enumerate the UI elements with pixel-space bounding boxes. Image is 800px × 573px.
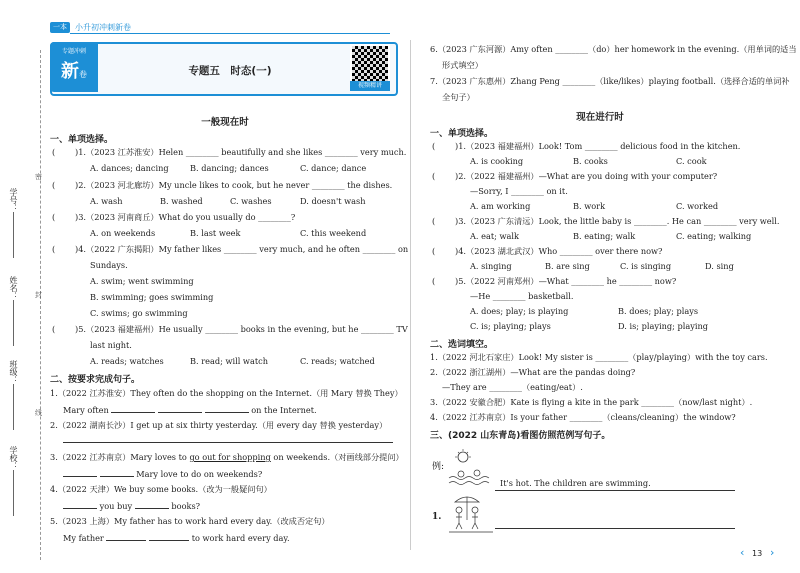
right-r6: 6.（2023 广东河源）Amy often ________（do）her homework in the evening.（用单词的适当 — [430, 44, 797, 54]
right-f3: 3.（2022 安徽合肥）Kate is flying a kite in the park ________（now/last night）. — [430, 397, 753, 407]
left-s1-ans-b: on the Internet. — [251, 405, 317, 415]
right-q3-opt-a[interactable]: A. eat; walk — [470, 231, 519, 241]
sun-icon — [458, 452, 468, 462]
cut-mark-feng: 封 — [35, 291, 42, 299]
right-f1: 1.（2022 河北石家庄）Look! My sister is ________（play/playing）with the toy cars. — [430, 352, 768, 362]
header-rule — [70, 33, 390, 34]
left-s4-ans-b: books? — [171, 501, 201, 511]
left-q2-opt-d[interactable]: D. doesn't wash — [300, 196, 366, 206]
swimmer-head-icon — [474, 470, 480, 476]
paren-open: ( — [52, 244, 56, 254]
page-title: 专题五 时态(一) — [188, 65, 272, 77]
answer-blank[interactable] — [135, 500, 169, 509]
right-q2-opt-c[interactable]: C. worked — [676, 201, 719, 211]
example-illustration — [447, 448, 495, 488]
left-s1-ans-a: Mary often — [63, 405, 109, 415]
side-label-class: 班级： — [9, 360, 18, 384]
paren-open: ( — [432, 171, 436, 181]
badge-big: 新 — [61, 61, 79, 82]
right-q2-opt-b[interactable]: B. work — [573, 201, 606, 211]
answer-blank[interactable] — [158, 404, 202, 413]
left-section-1: 一、单项选择。 — [50, 135, 114, 145]
right-f2-cont: —They are ________（eating/eat）. — [442, 382, 583, 392]
left-q4: )4.（2022 广东揭阳）My father likes ________ very much, and he often ________ on — [75, 244, 409, 254]
right-r7: 7.（2023 广东惠州）Zhang Peng ________（like/likes）playing football.（选择合适的单词补 — [430, 76, 790, 86]
badge-small: 卷 — [79, 70, 87, 79]
right-q1: )1.（2023 福建福州）Look! Tom ________ delicious food in the kitchen. — [455, 141, 741, 151]
left-heading: 一般现在时 — [201, 117, 249, 128]
left-s5-answer — [63, 532, 290, 543]
left-q5: )5.（2023 福建福州）He usually ________ books in the evening, but he ________ TV — [75, 324, 408, 334]
right-q5-cont: —He ________ basketball. — [470, 291, 574, 301]
right-q2-opt-a[interactable]: A. am working — [470, 201, 531, 211]
child-body-icon — [472, 513, 478, 529]
left-s3-b: on weekends.（对画线部分提问） — [273, 452, 404, 462]
left-q1-opt-c[interactable]: C. dance; dance — [300, 163, 367, 173]
child-body-icon — [456, 513, 462, 529]
water-waves-icon — [449, 477, 489, 480]
right-q5-opt-b[interactable]: B. does; play; plays — [618, 306, 699, 316]
right-q4-opt-a[interactable]: A. singing — [470, 261, 512, 271]
header-logo: 一本 — [50, 22, 70, 33]
badge — [50, 42, 98, 92]
left-q5-opt-c[interactable]: C. reads; watched — [300, 356, 375, 366]
left-s3-ans: Mary love to do on weekends? — [136, 469, 263, 479]
left-q2-opt-a[interactable]: A. wash — [90, 196, 123, 206]
answer-blank[interactable] — [100, 468, 134, 477]
item1-illustration — [447, 492, 495, 540]
right-q4: )4.（2023 湖北武汉）Who ________ over there now? — [455, 246, 663, 256]
left-q5-cont: last night. — [90, 340, 132, 350]
left-s1: 1.（2022 江苏淮安）They often do the shopping on the Internet.（用 Mary 替换 They） — [50, 388, 403, 398]
right-q3-opt-c[interactable]: C. eating; walking — [676, 231, 752, 241]
right-q1-opt-a[interactable]: A. is cooking — [470, 156, 524, 166]
left-q1-opt-a[interactable]: A. dances; dancing — [90, 163, 169, 173]
paren-open: ( — [52, 180, 56, 190]
binding-line — [40, 50, 41, 560]
left-s5-ans-a: My father — [63, 533, 104, 543]
badge-top: 专题冲刺 — [61, 48, 86, 55]
left-q1: )1.（2023 江苏淮安）Helen ________ beautifully and she likes ________ very much. — [75, 147, 407, 157]
left-q5-opt-a[interactable]: A. reads; watches — [90, 356, 164, 366]
paren-open: ( — [432, 141, 436, 151]
left-s3 — [50, 452, 404, 462]
example-label: 例: — [432, 462, 445, 472]
left-q1-opt-b[interactable]: B. dancing; dances — [190, 163, 269, 173]
left-s4: 4.（2022 天津）We buy some books.（改为一般疑问句） — [50, 484, 272, 494]
right-section-3: 三、(2022 山东青岛)看图仿照范例写句子。 — [430, 431, 611, 441]
answer-blank[interactable] — [111, 404, 155, 413]
left-q4-opt-b[interactable]: B. swimming; goes swimming — [90, 292, 214, 302]
left-s3-a: 3.（2022 江苏南京）Mary loves to — [50, 452, 187, 462]
right-r6-cont: 形式填空） — [442, 60, 483, 70]
prev-page-icon[interactable]: ‹ — [740, 546, 745, 559]
side-line-3 — [13, 384, 14, 430]
next-page-icon[interactable]: › — [770, 546, 775, 559]
right-f2: 2.（2022 浙江湖州）—What are the pandas doing? — [430, 367, 636, 377]
left-q2-opt-c[interactable]: C. washes — [230, 196, 272, 206]
right-q2-cont: —Sorry, I ________ on it. — [470, 186, 568, 196]
paren-open: ( — [52, 147, 56, 157]
answer-blank[interactable] — [63, 468, 97, 477]
sun-rays-icon — [455, 449, 471, 457]
answer-line[interactable] — [63, 442, 393, 443]
right-q4-opt-d[interactable]: D. sing — [705, 261, 734, 271]
left-s3-underlined: go out for shopping — [189, 452, 271, 462]
right-q5: )5.（2022 河南郑州）—What ________ he ________ now? — [455, 276, 677, 286]
paren-open: ( — [52, 324, 56, 334]
item-1-label: 1. — [432, 512, 442, 522]
left-s3-answer — [63, 468, 262, 479]
answer-blank[interactable] — [63, 500, 97, 509]
water-waves-icon — [449, 482, 489, 485]
side-line-1 — [13, 212, 14, 258]
right-q5-opt-c[interactable]: C. is; playing; plays — [470, 321, 551, 331]
side-label-id: 学号： — [9, 188, 18, 212]
left-q3: )3.（2023 河南商丘）What do you usually do ________? — [75, 212, 296, 222]
left-q4-cont: Sundays. — [90, 260, 128, 270]
answer-blank[interactable] — [106, 532, 146, 541]
left-q4-opt-a[interactable]: A. swim; went swimming — [90, 276, 194, 286]
right-q1-opt-c[interactable]: C. cook — [676, 156, 707, 166]
left-s4-answer — [63, 500, 200, 511]
right-q3: )3.（2023 广东清远）Look, the little baby is ________. He can ________ very well. — [455, 216, 780, 226]
paren-open: ( — [52, 212, 56, 222]
swimmer-head-icon — [458, 471, 464, 477]
right-q1-opt-b[interactable]: B. cooks — [573, 156, 608, 166]
answer-blank[interactable] — [205, 404, 249, 413]
side-label-name: 姓名： — [9, 276, 18, 300]
left-q3-opt-b[interactable]: B. last week — [190, 228, 241, 238]
example-line — [495, 490, 735, 491]
left-q3-opt-a[interactable]: A. on weekends — [90, 228, 156, 238]
left-q4-opt-c[interactable]: C. swims; go swimming — [90, 308, 188, 318]
paren-open: ( — [432, 216, 436, 226]
page-number: 13 — [752, 549, 763, 558]
answer-line[interactable] — [495, 528, 735, 529]
right-r7-cont: 全句子） — [442, 92, 475, 102]
paren-open: ( — [432, 246, 436, 256]
child-head-icon — [472, 507, 478, 513]
column-divider — [410, 40, 411, 550]
right-q2: )2.（2022 福建福州）—What are you doing with your computer? — [455, 171, 718, 181]
left-q3-opt-c[interactable]: C. this weekend — [300, 228, 367, 238]
child-head-icon — [456, 507, 462, 513]
example-sentence: It's hot. The children are swimming. — [500, 478, 651, 488]
cut-mark-mi: 密 — [35, 173, 42, 181]
right-heading: 现在进行时 — [576, 112, 624, 123]
right-q4-opt-c[interactable]: C. is singing — [620, 261, 672, 271]
right-q3-opt-b[interactable]: B. eating; walk — [573, 231, 636, 241]
side-line-2 — [13, 300, 14, 346]
right-q5-opt-a[interactable]: A. does; play; is playing — [470, 306, 569, 316]
qr-label: 视频精讲 — [350, 81, 390, 91]
right-section-1: 一、单项选择。 — [430, 129, 494, 139]
left-q2-opt-b[interactable]: B. washed — [160, 196, 203, 206]
left-q5-opt-b[interactable]: B. read; will watch — [190, 356, 268, 366]
right-q4-opt-b[interactable]: B. are sing — [545, 261, 590, 271]
header-series: 小升初冲刺新卷 — [75, 23, 131, 32]
left-s5: 5.（2023 上海）My father has to work hard every day.（改成否定句） — [50, 516, 330, 526]
qr-code[interactable] — [350, 44, 390, 84]
left-section-2: 二、按要求完成句子。 — [50, 375, 141, 385]
left-s4-ans-a: you buy — [99, 501, 133, 511]
paren-open: ( — [432, 276, 436, 286]
right-f4: 4.（2022 江苏南京）Is your father ________（cleans/cleaning）the window? — [430, 412, 736, 422]
right-section-2: 二、选词填空。 — [430, 340, 494, 350]
left-s1-answer — [63, 404, 317, 415]
answer-blank[interactable] — [149, 532, 189, 541]
right-q5-opt-d[interactable]: D. is; playing; playing — [618, 321, 709, 331]
left-q2: )2.（2023 河北廊坊）My uncle likes to cook, but he never ________ the dishes. — [75, 180, 393, 190]
side-label-school: 学校： — [9, 446, 18, 470]
left-s5-ans-b: to work hard every day. — [191, 533, 290, 543]
cut-mark-xian: 线 — [35, 409, 42, 417]
side-line-4 — [13, 470, 14, 516]
left-s2: 2.（2022 湖南长沙）I get up at six thirty yesterday.（用 every day 替换 yesterday） — [50, 420, 388, 430]
